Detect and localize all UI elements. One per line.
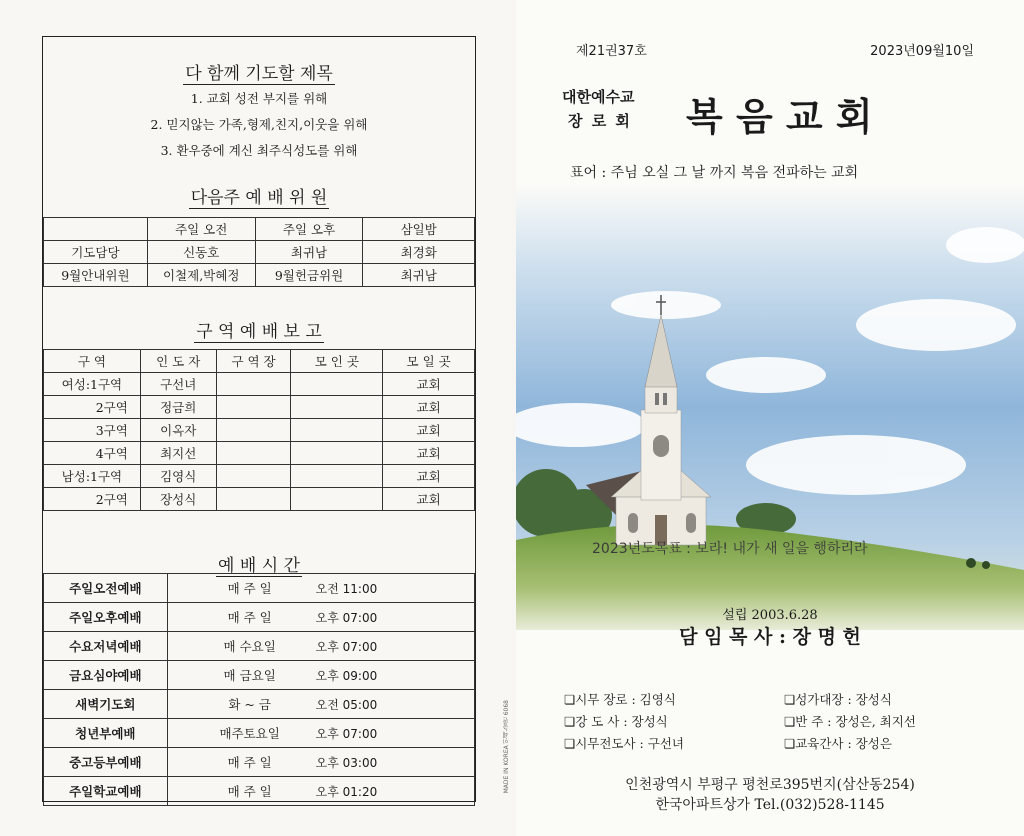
service-schedule	[167, 574, 474, 603]
table-cell	[44, 218, 148, 241]
table-cell: 남성:1구역	[44, 465, 141, 488]
staff-item: ❏시무전도사 : 구선녀	[564, 736, 684, 751]
church-name: 복 음 교 회	[686, 95, 873, 139]
service-row	[44, 719, 475, 748]
table-cell	[291, 396, 383, 419]
service-name: 청년부예배	[44, 719, 168, 748]
table-row	[44, 241, 475, 264]
church-phone: 한국아파트상가 Tel.(032)528-1145	[655, 797, 885, 813]
table-row	[44, 350, 475, 373]
table-cell	[216, 373, 291, 396]
service-row	[44, 777, 475, 806]
service-day: 매주토요일	[219, 726, 280, 741]
staff-item: ❏강 도 사 : 장성식	[564, 714, 668, 729]
table-row	[44, 373, 475, 396]
service-time: 오후 09:00	[315, 669, 378, 683]
prayer-title: 다 함께 기도할 제목	[185, 64, 333, 84]
table-cell: 삼일밤	[363, 218, 475, 241]
table-cell: 모 일 곳	[383, 350, 475, 373]
staff-item: ❏시무 장로 : 김영식	[564, 692, 676, 707]
table-cell	[216, 396, 291, 419]
table-cell: 교회	[383, 396, 475, 419]
service-row	[44, 690, 475, 719]
table-cell: 구 역 장	[216, 350, 291, 373]
table-cell: 2구역	[44, 396, 141, 419]
table-cell: 여성:1구역	[44, 373, 141, 396]
service-row	[44, 661, 475, 690]
motto: 표어 : 주님 오실 그 날 까지 복음 전파하는 교회	[570, 165, 859, 181]
service-name: 주일오후예배	[44, 603, 168, 632]
service-day: 매 주 일	[227, 784, 272, 799]
table-cell: 9월헌금위원	[255, 264, 363, 287]
table-cell: 교회	[383, 465, 475, 488]
table-cell: 최경화	[363, 241, 475, 264]
staff-item: ❏교육간사 : 장성은	[784, 736, 892, 751]
service-day: 매 주 일	[227, 581, 272, 596]
table-cell: 9월안내위원	[44, 264, 148, 287]
table-cell	[291, 465, 383, 488]
bulletin-frame	[42, 36, 476, 802]
table-cell: 정금희	[140, 396, 216, 419]
service-row	[44, 603, 475, 632]
denomination-line1: 대한예수교	[562, 88, 635, 106]
table-cell: 이옥자	[140, 419, 216, 442]
table-cell: 교회	[383, 488, 475, 511]
service-schedule	[167, 632, 474, 661]
service-time: 오후 07:00	[315, 640, 378, 654]
service-schedule	[167, 748, 474, 777]
services-title: 예 배 시 간	[218, 556, 300, 576]
services-table	[43, 573, 475, 806]
service-name: 금요심야예배	[44, 661, 168, 690]
service-time: 오후 07:00	[315, 611, 378, 625]
founded-date: 설립 2003.6.28	[722, 608, 818, 623]
prayer-item: 1. 교회 성전 부지를 위해	[190, 91, 328, 106]
table-cell	[216, 419, 291, 442]
table-cell: 최지선	[140, 442, 216, 465]
table-cell: 구선녀	[140, 373, 216, 396]
table-cell: 인 도 자	[140, 350, 216, 373]
table-cell: 최귀남	[255, 241, 363, 264]
table-cell: 기도담당	[44, 241, 148, 264]
service-time: 오후 07:00	[315, 727, 378, 741]
year-goal: 2023년도목표 : 보라! 내가 새 일을 행하리라	[592, 541, 868, 557]
table-cell: 주일 오전	[147, 218, 255, 241]
table-cell: 구 역	[44, 350, 141, 373]
service-row	[44, 632, 475, 661]
service-schedule	[167, 719, 474, 748]
service-time: 오후 01:20	[315, 785, 378, 799]
table-row	[44, 442, 475, 465]
senior-pastor: 담 임 목 사 : 장 명 헌	[679, 626, 861, 648]
table-cell: 신동호	[147, 241, 255, 264]
service-schedule	[167, 603, 474, 632]
staff-item: ❏성가대장 : 장성식	[784, 692, 892, 707]
service-name: 새벽기도회	[44, 690, 168, 719]
service-row	[44, 574, 475, 603]
cover-page	[516, 0, 1024, 836]
service-day: 매 금요일	[223, 668, 276, 683]
prayer-item: 3. 환우중에 계신 최주식성도를 위해	[160, 143, 358, 158]
table-cell: 장성식	[140, 488, 216, 511]
next-week-title: 다음주 예 배 위 원	[190, 188, 328, 208]
service-day: 화 ~ 금	[228, 697, 271, 712]
church-illustration	[516, 185, 1024, 630]
table-cell	[216, 442, 291, 465]
table-cell: 김영식	[140, 465, 216, 488]
service-time: 오후 03:00	[315, 756, 378, 770]
district-table	[43, 349, 475, 511]
table-cell: 3구역	[44, 419, 141, 442]
table-cell: 모 인 곳	[291, 350, 383, 373]
prayer-item: 2. 믿지않는 가족,형제,친지,이웃을 위해	[150, 117, 368, 132]
service-schedule	[167, 661, 474, 690]
printer-mark: MADE IN KOREA 인쇄-출판 6068	[503, 700, 510, 794]
table-cell: 최귀남	[363, 264, 475, 287]
service-day: 매 주 일	[227, 755, 272, 770]
table-cell: 교회	[383, 373, 475, 396]
table-cell: 교회	[383, 442, 475, 465]
table-cell	[216, 488, 291, 511]
table-row	[44, 465, 475, 488]
service-name: 중고등부예배	[44, 748, 168, 777]
table-cell	[291, 373, 383, 396]
table-row	[44, 419, 475, 442]
table-row	[44, 264, 475, 287]
table-row	[44, 218, 475, 241]
table-cell: 이철제,박혜정	[147, 264, 255, 287]
service-time: 오전 11:00	[315, 582, 378, 596]
staff-item: ❏반 주 : 장성은, 최지선	[784, 714, 916, 729]
table-cell	[216, 465, 291, 488]
service-day: 매 수요일	[223, 639, 276, 654]
table-cell: 2구역	[44, 488, 141, 511]
table-cell	[291, 442, 383, 465]
next-week-table	[43, 217, 475, 287]
service-schedule	[167, 690, 474, 719]
table-row	[44, 488, 475, 511]
service-time: 오전 05:00	[315, 698, 378, 712]
service-name: 수요저녁예배	[44, 632, 168, 661]
table-cell	[291, 419, 383, 442]
table-cell: 주일 오후	[255, 218, 363, 241]
service-name: 주일학교예배	[44, 777, 168, 806]
service-day: 매 주 일	[227, 610, 272, 625]
service-schedule	[167, 777, 474, 806]
issue-date: 2023년09월10일	[870, 44, 974, 59]
church-address: 인천광역시 부평구 평천로395번지(삼산동254)	[625, 777, 915, 793]
service-name: 주일오전예배	[44, 574, 168, 603]
district-title: 구 역 예 배 보 고	[196, 322, 322, 342]
table-cell	[291, 488, 383, 511]
denomination-line2: 장 로 회	[568, 112, 632, 130]
table-row	[44, 396, 475, 419]
volume-number: 제21권37호	[576, 44, 647, 59]
table-cell: 교회	[383, 419, 475, 442]
table-cell: 4구역	[44, 442, 141, 465]
service-row	[44, 748, 475, 777]
